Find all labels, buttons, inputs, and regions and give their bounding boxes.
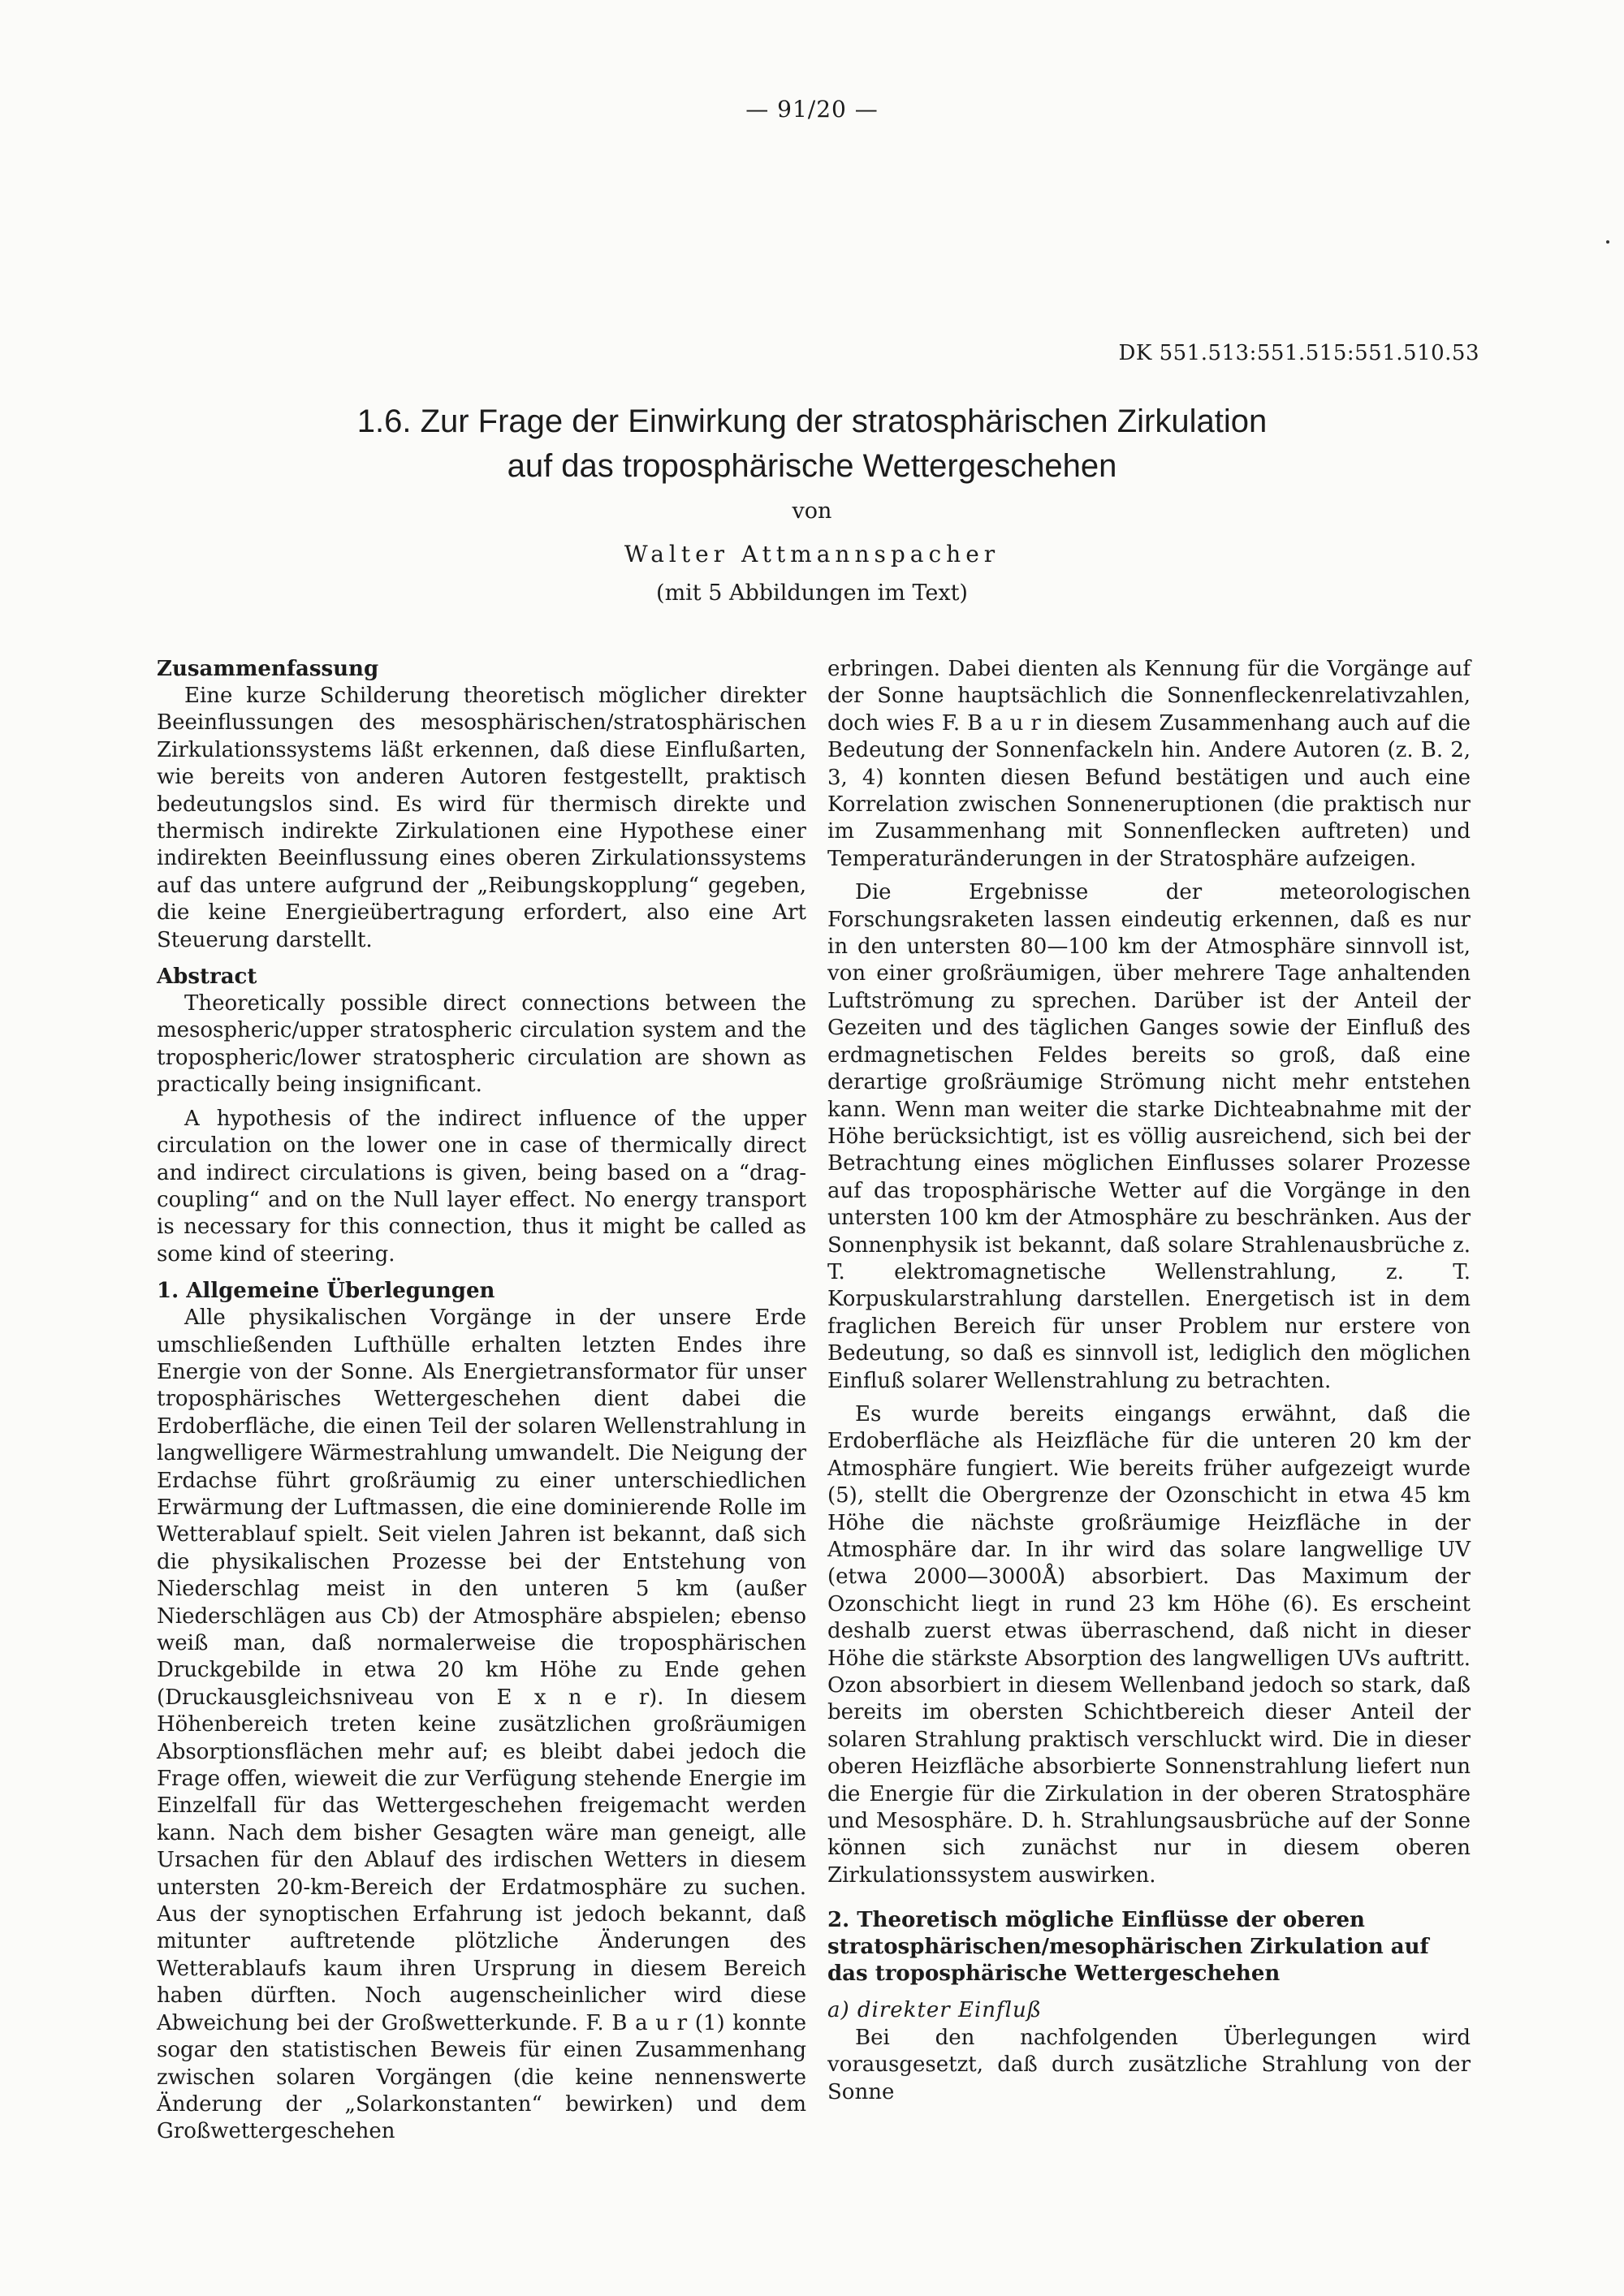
title-line-1: 1.6. Zur Frage der Einwirkung der stratosphärischen Zirkulation — [356, 404, 1268, 439]
margin-mark — [1606, 240, 1609, 244]
left-column — [157, 656, 806, 2146]
section-1-text: Alle physikalischen Vorgänge in der unsere Erde umschließenden Lufthülle erhalten letzten Endes ihre Energie von der Sonne. Als Energietransformator für unser troposphärisches Wettergeschehen dient dabei die Erdoberfläche, die einen Teil der solaren Wellenstrahlung in langwelligere Wärmestrahlung umwandelt. Die Neigung der Erdachse führt großräumig zu einer unterschiedlichen Erwärmung der Luftmassen, die eine dominierende Rolle im Wetterablauf spielt. Seit vielen Jahren ist bekannt, daß sich die physikalischen Prozesse bei der Entstehung von Niederschlag meist in den unteren 5 km (außer Niederschlägen aus Cb) der Atmosphäre abspielen; ebenso weiß man, daß normalerweise die troposphärischen Druckgebilde in etwa 20 km Höhe zu Ende gehen (Druckausgleichsniveau von E x n e r). In diesem Höhenbereich treten keine zusätzlichen großräumigen Absorptionsflächen mehr auf; es bleibt dabei jedoch die Frage offen, wieweit die zur Verfügung stehende Energie im Einzelfall für das Wettergeschehen freigemacht werden kann. Nach dem bisher Gesagten wäre man geneigt, alle Ursachen für den Ablauf des irdischen Wetters in diesem untersten 20-km-Bereich der Erdatmosphäre zu suchen. Aus der synoptischen Erfahrung ist jedoch bekannt, daß mitunter auftretende plötzliche Änderungen des Wetterablaufs kaum ihren Ursprung in diesem Bereich haben dürften. Noch augenscheinlicher wird diese Abweichung bei der Großwetterkunde. F. B a u r (1) konnte sogar den statistischen Beweis für einen Zusammenhang zwischen solaren Vorgängen (die keine nennenswerte Änderung der „Solarkonstanten“ bewirken) und dem Großwettergeschehen — [157, 1306, 806, 2144]
dk-classification: DK 551.513:551.515:551.510.53 — [1118, 341, 1479, 365]
article-title — [162, 399, 1462, 489]
section-2-heading: 2. Theoretisch mögliche Einflüsse der oberen stratosphärischen/mesophärischen Zirkulation auf das troposphärische Wettergeschehen — [827, 1908, 1429, 1987]
right-paragraph-3: Es wurde bereits eingangs erwähnt, daß die Erdoberfläche als Heizfläche für die unteren 20 km der Atmosphäre fungiert. Wie bereits früher aufgezeigt wurde (5), stellt die Obergrenze der Ozonschicht in etwa 45 km Höhe die nächste großräumige Heizfläche in der Atmosphäre dar. In ihr wird das solare langwellige UV (etwa 2000—3000Å) absorbiert. Das Maximum der Ozonschicht liegt in rund 23 km Höhe (6). Es erscheint deshalb zuerst etwas überraschend, daß nicht in dieser Höhe die stärkste Absorption des langwelligen UVs auftritt. Ozon absorbiert in diesem Wellenband jedoch so stark, daß bereits im obersten Schichtbereich dieser Anteil der solaren Strahlung praktisch verschluckt wird. Die in dieser oberen Heizfläche absorbierte Sonnenstrahlung liefert nun die Energie für die Zirkulation in der oberen Stratosphäre und Mesosphäre. D. h. Strahlungsausbrüche auf der Sonne können sich zunächst nur in diesem oberen Zirkulationssystem auswirken. — [827, 1401, 1471, 1888]
byline: von — [792, 498, 832, 524]
zusammenfassung-heading: Zusammenfassung — [157, 657, 379, 681]
author-name: Walter Attmannspacher — [624, 541, 1000, 568]
abstract-paragraph-1: Theoretically possible direct connections between the mesospheric/upper stratospheric circulation system and the tropospheric/lower stratospheric circulation are shown as practically being insignificant. — [157, 991, 806, 1098]
right-paragraph-1: erbringen. Dabei dienten als Kennung für die Vorgänge auf der Sonne hauptsächlich die Sonnenfleckenrelativzahlen, doch wies F. B a u r in diesem Zusammenhang auch auf die Bedeutung der Sonnenfackeln hin. Andere Autoren (z. B. 2, 3, 4) konnten diesen Befund bestätigen und auch eine Korrelation zwischen Sonneneruptionen (die praktisch nur im Zusammenhang mit Sonnenflecken auftreten) und Temperaturänderungen in der Stratosphäre aufzeigen. — [827, 657, 1471, 871]
right-column — [827, 656, 1471, 2106]
right-paragraph-4: Bei den nachfolgenden Überlegungen wird vorausgesetzt, daß durch zusätzliche Strahlung von der Sonne — [827, 2025, 1471, 2104]
figures-note: (mit 5 Abbildungen im Text) — [656, 580, 968, 606]
right-paragraph-2: Die Ergebnisse der meteorologischen Forschungsraketen lassen eindeutig erkennen, daß es nur in den untersten 80—100 km der Atmosphäre sinnvoll ist, von einer großräumigen, über mehrere Tage anhaltenden Luftströmung zu sprechen. Darüber ist der Anteil der Gezeiten und des täglichen Ganges sowie der Einfluß des erdmagnetischen Feldes bereits so groß, daß eine derartige großräumige Strömung nicht mehr entstehen kann. Wenn man weiter die starke Dichteabnahme mit der Höhe berücksichtigt, ist es völlig ausreichend, sich bei der Betrachtung eines möglichen Einflusses solarer Prozesse auf das troposphärische Wetter auf die Vorgänge in den untersten 100 km der Atmosphäre zu beschränken. Aus der Sonnenphysik ist bekannt, daß solare Strahlenausbrüche z. T. elektromagnetische Wellenstrahlung, z. T. Korpuskularstrahlung darstellen. Energetisch ist in dem fraglichen Bereich für unser Problem nur erstere von Bedeutung, so daß es sinnvoll ist, lediglich den möglichen Einfluß solarer Wellenstrahlung zu betrachten. — [827, 880, 1471, 1393]
zusammenfassung-text: Eine kurze Schilderung theoretisch möglicher direkter Beeinflussungen des mesosphärischen/stratosphärischen Zirkulationssystems läßt erkennen, daß diese Einflußarten, wie bereits von anderen Autoren festgestellt, praktisch bedeutungslos sind. Es wird für thermisch direkte und thermisch indirekte Zirkulationen eine Hypothese einer indirekten Beeinflussung eines oberen Zirkulationssystems auf das untere aufgrund der „Reibungskopplung“ gegeben, die keine Energieübertragung erfordert, also eine Art Steuerung darstellt. — [157, 684, 806, 952]
section-1-heading: 1. Allgemeine Überlegungen — [157, 1279, 495, 1304]
abstract-heading: Abstract — [157, 965, 257, 990]
page-number: — 91/20 — — [745, 96, 879, 123]
abstract-paragraph-2: A hypothesis of the indirect influence of the upper circulation on the lower one in case of thermically direct and indirect circulations is given, being based on a “drag-coupling“ and on the Null layer effect. No energy transport is necessary for this connection, thus it might be called as some kind of steering. — [157, 1106, 806, 1267]
subsection-a-heading: a) direkter Einfluß — [827, 1998, 1043, 2023]
title-line-2: auf das troposphärische Wettergeschehen — [507, 448, 1117, 484]
